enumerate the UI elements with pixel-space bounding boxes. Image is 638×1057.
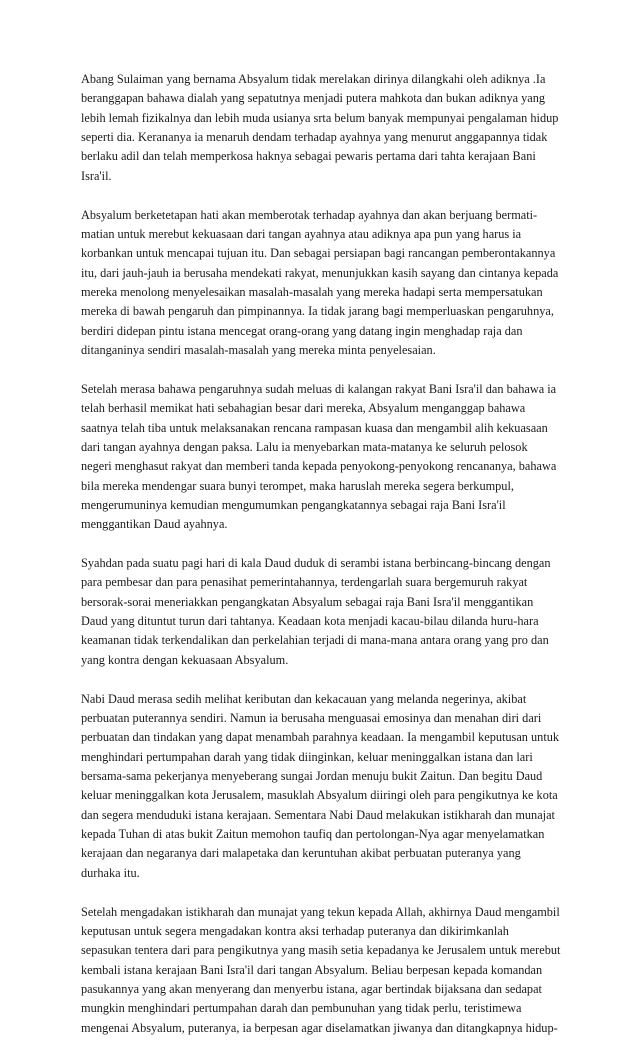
text-line: kembali istana kerajaan Bani Isra'il dari tangan Absyalum. Beliau berpesan kepada komandan [81, 962, 543, 977]
text-line: kerajaan dan negaranya dari malapetaka dan keruntuhan akibat perbuatan puteranya yang [81, 846, 521, 861]
text-line: korbankan untuk mencapai tujuan itu. Dan sebagai persiapan bagi rancangan pemberontakannya [81, 246, 556, 261]
text-line: beranggapan bahawa dialah yang sepatutnya menjadi putera mahkota dan bukan adiknya yang [81, 91, 546, 106]
text-line: lebih lemah fizikalnya dan lebih muda usianya srta belum banyak mempunyai pengalaman hidup [81, 110, 559, 125]
text-line: menggantikan Daud ayahnya. [81, 517, 228, 532]
text-line: berlaku adil dan telah memperkosa haknya sebagai pewaris pertama dari tahta kerajaan Bani [81, 149, 536, 164]
text-line: Isra'il. [81, 168, 112, 183]
document-body [81, 70, 561, 1057]
text-line: kepada Tuhan di atas bukit Zaitun memohon taufiq dan pertolongan-Nya agar menyelamatkan [81, 827, 545, 842]
text-line: telah berhasil memikat hati sebahagian besar dari mereka, Absyalum menganggap bahawa [81, 401, 526, 416]
paragraph [81, 206, 561, 361]
paragraph [81, 380, 561, 535]
text-line: para pembesar dan para penasihat pemerintahannya, terdengarlah suara bergemuruh rakyat [81, 575, 528, 590]
text-line: durhaka itu. [81, 865, 140, 880]
text-line: Setelah merasa bahawa pengaruhnya sudah meluas di kalangan rakyat Bani Isra'il dan bahawa ia [81, 381, 557, 396]
text-line: itu, dari jauh-jauh ia berusaha mendekati rakyat, menunjukkan kasih sayang dan cintanya kepada [81, 265, 559, 280]
paragraph [81, 554, 561, 670]
text-line: menghindari pertumpahan darah yang tidak diinginkan, keluar meninggalkan istana dan lari [81, 749, 533, 764]
text-line: Daud yang dituntut turun dari tahtanya. Keadaan kota menjadi kacau-bilau dilanda huru-hara [81, 614, 539, 629]
text-line: Abang Sulaiman yang bernama Absyalum tidak merelakan dirinya dilangkahi oleh adiknya .Ia [81, 72, 546, 86]
text-line: Nabi Daud merasa sedih melihat keributan dan kekacauan yang melanda negerinya, akibat [81, 691, 527, 706]
text-line: berdiri didepan pintu istana mencegat orang-orang yang datang ingin menghadap raja dan [81, 323, 523, 338]
text-line: Syahdan pada suatu pagi hari di kala Daud duduk di serambi istana berbincang-bincang dengan [81, 556, 551, 571]
text-line: bila mereka mendengar suara bunyi terompet, maka haruslah mereka segera berkumpul, [81, 478, 514, 493]
text-line: matian untuk merebut kekuasaan dari tangan ayahnya atau adiknya apa pun yang harus ia [81, 226, 522, 241]
text-line: Absyalum berketetapan hati akan memberotak terhadap ayahnya dan akan berjuang bermati- [81, 207, 538, 222]
text-line: mereka di bawah pengaruh dan pimpinannya. Ia tidak jarang bagi memperluaskan pengaruhnya, [81, 304, 554, 319]
text-line: saatnya telah tiba untuk melaksanakan rencana rampasan kuasa dan mengambil alih kekuasaan [81, 420, 548, 435]
paragraph [81, 903, 561, 1038]
text-line: ditanganinya sendiri masalah-masalah yang mereka minta penyelesaian. [81, 342, 436, 357]
text-line: pasukannya yang akan menyerang dan menyerbu istana, agar bertindak bijaksana dan sedapat [81, 981, 542, 996]
text-line: negeri menghasut rakyat dan memberi tanda kepada penyokong-penyokong rencananya, bahawa [81, 459, 557, 474]
text-line: keputusan untuk segera mengadakan kontra aksi terhadap puteranya dan dikirimkanlah [81, 923, 509, 938]
text-line: mengenai Absyalum, puteranya, ia berpesan agar diselamatkan jiwanya dan ditangkapnya hidup- [81, 1020, 558, 1035]
text-line: sepasukan tentera dari para pengikutnya yang masih setia kepadanya ke Jerusalem untuk merebut [81, 943, 561, 958]
text-line: yang kontra dengan kekuasaan Absyalum. [81, 652, 289, 667]
text-line: dan segera menduduki istana kerajaan. Sementara Nabi Daud melakukan istikharah dan munajat [81, 807, 555, 822]
text-line: bersorak-sorai meneriakkan pengangkatan Absyalum sebagai raja Bani Isra'il menggantikan [81, 594, 534, 609]
text-line: keamanan tidak terkendalikan dan perkelahian terjadi di mana-mana antara orang yang pro dan [81, 633, 549, 648]
paragraph [81, 690, 561, 883]
text-line: dari tangan ayahnya dengan paksa. Lalu ia menyebarkan mata-matanya ke seluruh pelosok [81, 439, 528, 454]
paragraph [81, 70, 561, 186]
text-line: keluar meninggalkan kota Jerusalem, masuklah Absyalum diiringi oleh para pengikutnya ke kota [81, 788, 558, 803]
text-line: Setelah mengadakan istikharah dan munajat yang tekun kepada Allah, akhirnya Daud mengambil [81, 904, 560, 919]
text-line: seperti dia. Kerananya ia menaruh dendam terhadap ayahnya yang menurut anggapannya tidak [81, 130, 548, 145]
text-line: perbuatan dan tindakan yang dapat menambah parahnya keadaan. Ia mengambil keputusan untuk [81, 730, 560, 745]
text-line: mungkin menghindari pertumpahan darah dan pembunuhan yang tidak perlu, teristimewa [81, 1001, 522, 1016]
text-line: mengerumuninya kemudian mengumumkan pengangkatannya sebagai raja Bani Isra'il [81, 497, 506, 512]
text-line: mereka menolong menyelesaikan masalah-masalah yang mereka hadapi serta mempersatukan [81, 284, 543, 299]
text-line: perbuatan puterannya sendiri. Namun ia berusaha menguasai emosinya dan menahan diri dari [81, 710, 542, 725]
text-line: bersama-sama pekerjanya menyeberang sungai Jordan menuju bukit Zaitun. Dan begitu Daud [81, 769, 543, 783]
